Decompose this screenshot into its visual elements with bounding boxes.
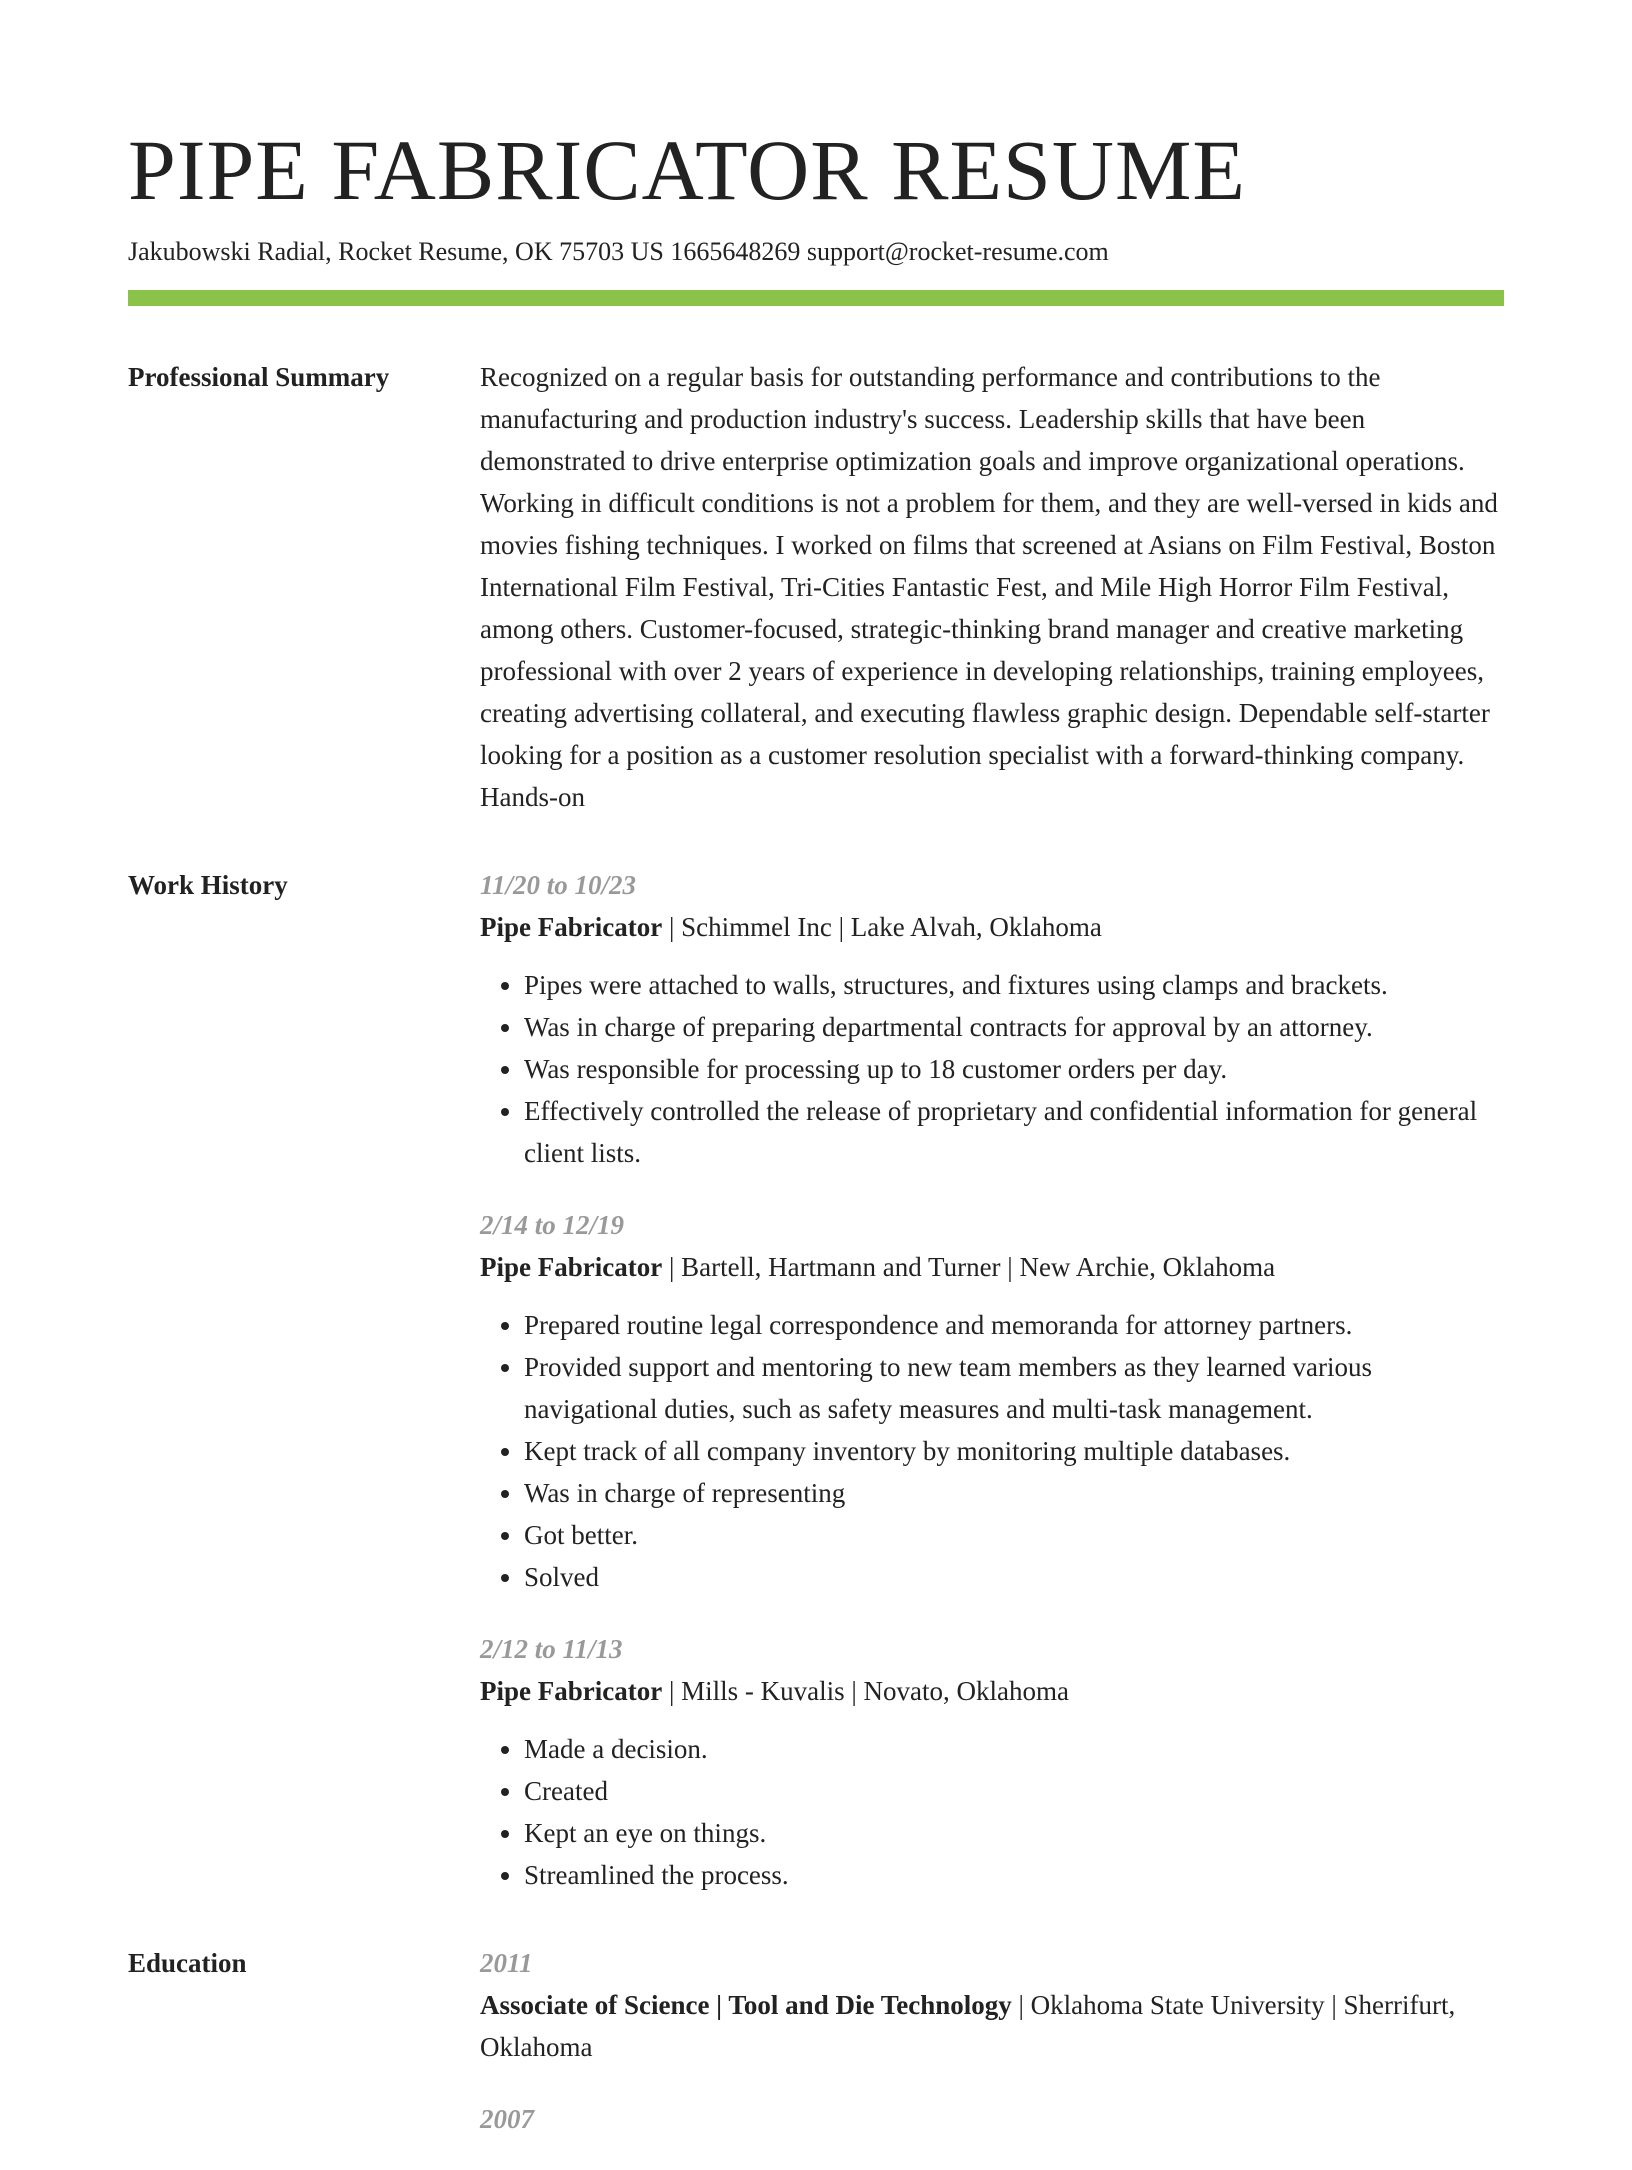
education-entry <box>480 1942 1504 2068</box>
job-details: | Bartell, Hartmann and Turner | New Archie, Oklahoma <box>662 1252 1276 1282</box>
contact-line: Jakubowski Radial, Rocket Resume, OK 75703 US 1665648269 support@rocket-resume.com <box>128 237 1109 266</box>
job-bullet: • Got better. <box>524 1514 1504 1556</box>
job-bullets <box>480 964 1504 1174</box>
job-role-line <box>480 1670 1504 1712</box>
education-degree: Associate of Science | Tool and Die Technology <box>480 1990 1012 2020</box>
job-bullet: • Pipes were attached to walls, structures, and fixtures using clamps and brackets. <box>524 964 1504 1006</box>
job-entry <box>480 1204 1504 1598</box>
job-bullet: • Was in charge of preparing departmental contracts for approval by an attorney. <box>524 1006 1504 1048</box>
accent-divider <box>128 290 1504 306</box>
education-year: 2011 <box>480 1948 533 1978</box>
work-history-body <box>480 864 1504 1896</box>
job-bullet: • Was in charge of representing <box>524 1472 1504 1514</box>
job-details: | Mills - Kuvalis | Novato, Oklahoma <box>662 1676 1069 1706</box>
education-year: 2007 <box>480 2104 534 2134</box>
job-role-line <box>480 1246 1504 1288</box>
job-role-line <box>480 906 1504 948</box>
job-dates: 2/12 to 11/13 <box>480 1634 623 1664</box>
job-bullets <box>480 1304 1504 1598</box>
job-bullet: • Was responsible for processing up to 18 customer orders per day. <box>524 1048 1504 1090</box>
job-dates: 2/14 to 12/19 <box>480 1210 625 1240</box>
job-title: Pipe Fabricator <box>480 912 663 942</box>
summary-text: Recognized on a regular basis for outstanding performance and contributions to the manufacturing and production industry's success. Leadership skills that have been demonstrated to drive enterprise optimization goals and improve organizational operations. Working in difficult conditions is not a problem for them, and they are well-versed in kids and movies fishing techniques. I worked on films that screened at Asians on Film Festival, Boston International Film Festival, Tri-Cities Fantastic Fest, and Mile High Horror Film Festival, among others. Customer-focused, strategic-thinking brand manager and creative marketing professional with over 2 years of experience in developing relationships, training employees, creating advertising collateral, and executing flawless graphic design. Dependable self-starter looking for a position as a customer resolution specialist with a forward-thinking company. Hands-on <box>480 362 1498 812</box>
job-bullet: • Made a decision. <box>524 1728 1504 1770</box>
job-dates: 11/20 to 10/23 <box>480 870 637 900</box>
work-history-section <box>128 864 1504 1896</box>
job-title: Pipe Fabricator <box>480 1676 663 1706</box>
job-title: Pipe Fabricator <box>480 1252 663 1282</box>
job-bullet: • Kept track of all company inventory by monitoring multiple databases. <box>524 1430 1504 1472</box>
section-label-summary: Professional Summary <box>128 362 390 392</box>
summary-body <box>480 356 1504 818</box>
job-bullet: • Prepared routine legal correspondence and memoranda for attorney partners. <box>524 1304 1504 1346</box>
resume-title: PIPE FABRICATOR RESUME <box>128 122 1246 218</box>
job-bullets <box>480 1728 1504 1896</box>
job-bullet: • Streamlined the process. <box>524 1854 1504 1896</box>
education-section <box>128 1942 1504 2170</box>
section-label-education: Education <box>128 1948 247 1978</box>
education-body <box>480 1942 1504 2170</box>
job-bullet: • Provided support and mentoring to new team members as they learned various navigational duties, such as safety measures and multi-task management. <box>524 1346 1504 1430</box>
job-entry <box>480 1628 1504 1896</box>
education-details: | Oklahoma State University | Sherrifurt, Oklahoma <box>480 1990 1456 2062</box>
section-label-work: Work History <box>128 870 288 900</box>
job-bullet: • Kept an eye on things. <box>524 1812 1504 1854</box>
professional-summary-section <box>128 356 1504 818</box>
job-bullet: • Solved <box>524 1556 1504 1598</box>
resume-page <box>128 120 1504 2170</box>
job-entry <box>480 864 1504 1174</box>
job-details: | Schimmel Inc | Lake Alvah, Oklahoma <box>662 912 1102 942</box>
job-bullet: • Effectively controlled the release of proprietary and confidential information for general client lists. <box>524 1090 1504 1174</box>
education-line <box>480 1984 1504 2068</box>
job-bullet: • Created <box>524 1770 1504 1812</box>
education-entry <box>480 2098 1504 2140</box>
